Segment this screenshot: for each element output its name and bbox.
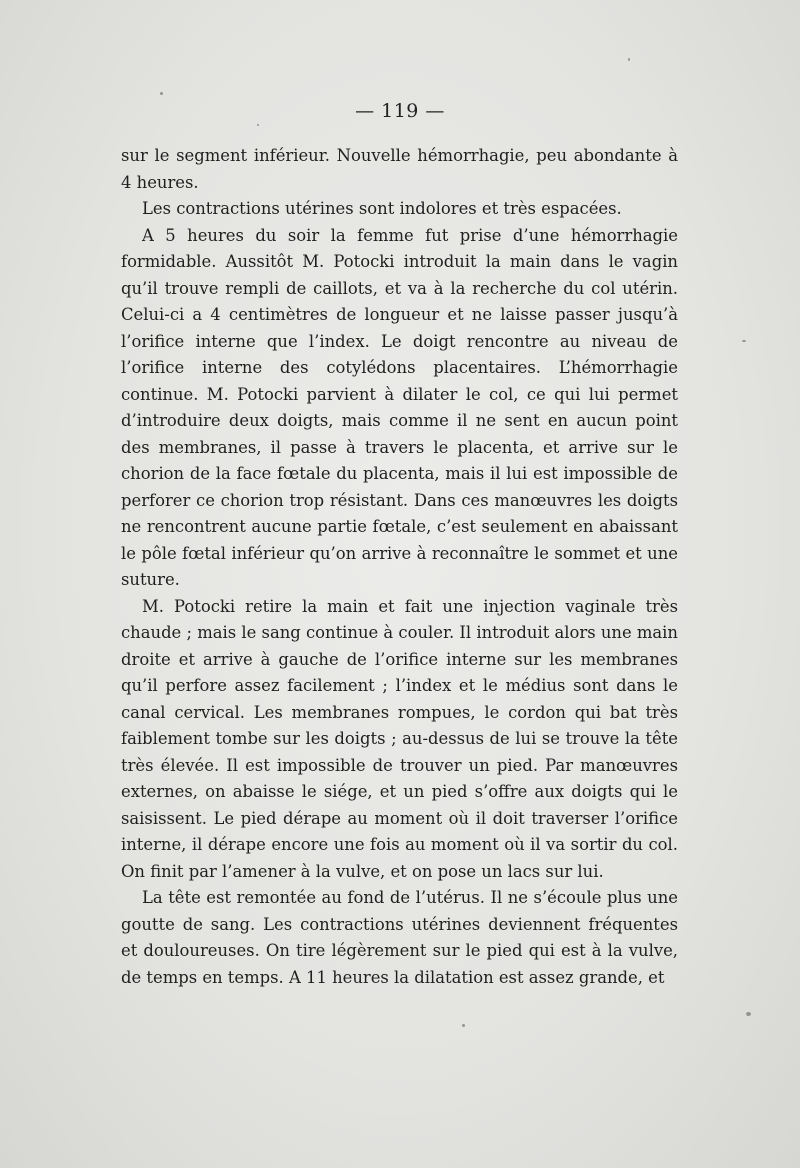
dust-speck [462,1024,465,1027]
paragraph-injection: M. Potocki retire la main et fait une injection vaginale très chaude ; mais le sang continue à couler. Il introduit alors une main droite et arrive à gauche de l’orifice interne sur les membranes qu’il perfore assez facilement ; l’index et le médius sont dans le canal cervical. Les membranes rompues, le cordon qui bat très faiblement tombe sur les doigts ; au-dessus de lui se trouve la tête très élevée. Il est impossible de trouver un pied. Par manœuvres externes, on abaisse le siége, et un pied s’offre aux doigts qui le saisissent. Le pied dérape au moment où il doit traverser l’orifice interne, il dérape encore une fois au moment où il va sortir du col. On finit par l’amener à la vulve, et on pose un lacs sur lui. [121,596,678,881]
body-text [121,143,678,991]
page-number: — 119 — [355,100,445,122]
paragraph-head-raised: La tête est remontée au fond de l’utérus. Il ne s’écoule plus une goutte de sang. Les contractions utérines deviennent fréquentes et douloureuses. On tire légèrement sur le pied qui est à la vulve, de temps en temps. A 11 heures la dilatation est assez grande, et [121,888,678,987]
paragraph-contractions: Les contractions utérines sont indolores et très espacées. [142,199,622,218]
dust-speck [628,58,630,61]
dust-speck [160,92,163,95]
dust-speck [746,1012,751,1016]
paragraph-hemorrhage: A 5 heures du soir la femme fut prise d’une hémorrhagie formidable. Aussitôt M. Potocki introduit la main dans le vagin qu’il trouve rempli de caillots, et va à la recherche du col utérin. Celui-ci a 4 centimètres de longueur et ne laisse passer jusqu’à l’orifice interne que l’index. Le doigt rencontre au niveau de l’orifice interne des cotylédons placentaires. L’hémorrhagie continue. M. Potocki parvient à dilater le col, ce qui lui permet d’introduire deux doigts, mais comme il ne sent en aucun point des membranes, il passe à travers le placenta, et arrive sur le chorion de la face fœtale du placenta, mais il lui est impossible de perforer ce chorion trop résistant. Dans ces manœuvres les doigts ne rencontrent aucune partie fœtale, c’est seulement en abaissant le pôle fœtal inférieur qu’on arrive à reconnaître le sommet et une suture. [121,225,678,589]
paragraph-continuation: sur le segment inférieur. Nouvelle hémorrhagie, peu abondante à 4 heures. [121,146,678,192]
dust-speck [257,124,259,126]
dust-speck [742,340,746,342]
